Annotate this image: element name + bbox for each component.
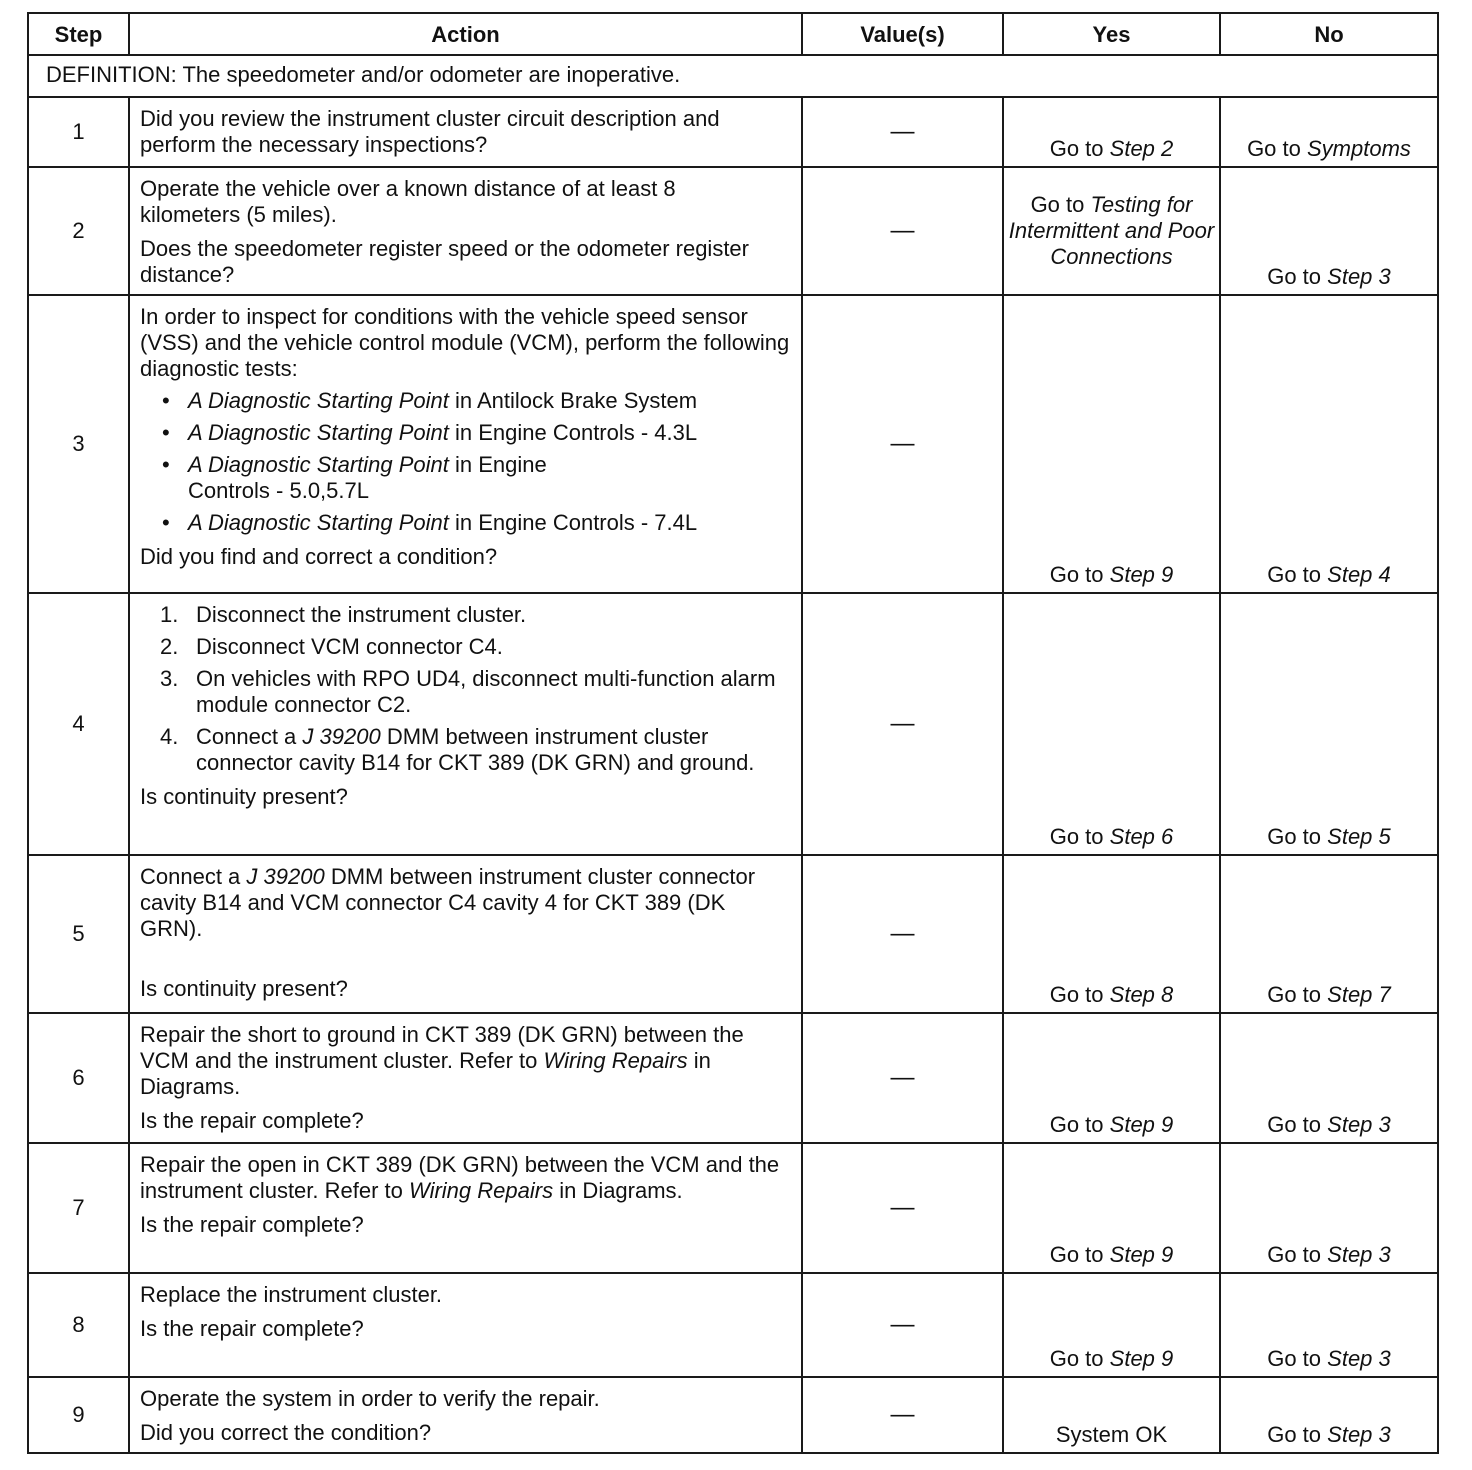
no-link[interactable]: Step 3 [1327, 1112, 1391, 1137]
step-number: 4 [28, 593, 129, 855]
action-question: Is the repair complete? [140, 1108, 364, 1133]
goto-label: Go to [1267, 264, 1322, 289]
yes-link[interactable]: Step 9 [1109, 1112, 1174, 1137]
goto-label: Go to [1267, 1346, 1322, 1371]
table-row [28, 97, 1438, 167]
list-item: • A Diagnostic Starting Point in Engine Controls - 7.4L [162, 510, 698, 535]
no-link[interactable]: Step 5 [1327, 824, 1391, 849]
action-cell [129, 167, 802, 295]
doc-reference[interactable]: A Diagnostic Starting Point [188, 388, 449, 413]
yes-cell [1003, 593, 1220, 855]
action-cell [129, 1013, 802, 1143]
list-item: • A Diagnostic Starting Point in Engine Controls - 4.3L [162, 420, 698, 445]
action-question: Did you review the instrument cluster circuit description and perform the necessary inspections? [140, 106, 720, 157]
yes-cell [1003, 295, 1220, 593]
no-cell [1220, 1143, 1438, 1273]
no-cell [1220, 97, 1438, 167]
goto-label: Go to [1267, 1242, 1322, 1267]
no-link[interactable]: Step 3 [1327, 264, 1391, 289]
action-question: Is the repair complete? [140, 1316, 364, 1341]
no-cell [1220, 1377, 1438, 1453]
definition-row [28, 55, 1438, 97]
doc-reference[interactable]: A Diagnostic Starting Point [188, 510, 449, 535]
value-cell: — [802, 1377, 1003, 1453]
goto-label: Go to [1049, 1242, 1104, 1267]
doc-reference[interactable]: A Diagnostic Starting Point [188, 420, 449, 445]
action-text: Repair the short to ground in CKT 389 (DK GRN) between the VCM and the instrument cluster. Refer to Wiring Repairs in Diagrams. [140, 1022, 744, 1099]
goto-label: Go to [1049, 136, 1104, 161]
yes-cell [1003, 167, 1220, 295]
table-row [28, 1013, 1438, 1143]
step-number: 3 [28, 295, 129, 593]
no-cell [1220, 1013, 1438, 1143]
yes-link[interactable]: Testing for Intermittent and Poor Connections [1008, 192, 1215, 269]
action-cell [129, 1273, 802, 1377]
table-row [28, 593, 1438, 855]
no-cell [1220, 855, 1438, 1013]
goto-label: Go to [1049, 1346, 1104, 1371]
yes-cell [1003, 1013, 1220, 1143]
list-item: 4. Connect a J 39200 DMM between instrument cluster connector cavity B14 for CKT 389 (DK GRN) and ground. [160, 724, 755, 775]
diagnostic-table [27, 12, 1439, 1454]
definition-text: DEFINITION: The speedometer and/or odometer are inoperative. [28, 55, 1438, 97]
yes-cell [1003, 97, 1220, 167]
action-question: Is continuity present? [140, 784, 348, 809]
value-cell: — [802, 97, 1003, 167]
yes-cell [1003, 1143, 1220, 1273]
no-link[interactable]: Symptoms [1307, 136, 1411, 161]
value-cell: — [802, 167, 1003, 295]
value-cell: — [802, 1013, 1003, 1143]
tool-reference: J 39200 [246, 864, 325, 889]
goto-label: Go to [1247, 136, 1301, 161]
value-cell: — [802, 1273, 1003, 1377]
goto-label: Go to [1267, 562, 1322, 587]
header-step: Step [28, 13, 129, 55]
step-number: 6 [28, 1013, 129, 1143]
step-number: 5 [28, 855, 129, 1013]
header-row [28, 13, 1438, 55]
action-cell [129, 593, 802, 855]
list-item: 3. On vehicles with RPO UD4, disconnect multi-function alarm module connector C2. [160, 666, 776, 717]
header-values: Value(s) [802, 13, 1003, 55]
value-cell: — [802, 593, 1003, 855]
table-row [28, 167, 1438, 295]
goto-label: Go to [1267, 824, 1322, 849]
yes-link[interactable]: Step 6 [1109, 824, 1174, 849]
action-question: Did you find and correct a condition? [140, 544, 498, 569]
list-item: 2. Disconnect VCM connector C4. [160, 634, 503, 659]
yes-link[interactable]: Step 9 [1109, 1346, 1174, 1371]
yes-cell [1003, 1377, 1220, 1453]
table-row [28, 855, 1438, 1013]
no-cell [1220, 593, 1438, 855]
table-row [28, 1377, 1438, 1453]
step-number: 9 [28, 1377, 129, 1453]
table-row [28, 1273, 1438, 1377]
yes-cell [1003, 1273, 1220, 1377]
action-text: Operate the system in order to verify the repair. [140, 1386, 600, 1411]
action-question: Does the speedometer register speed or the odometer register distance? [140, 236, 749, 287]
no-cell [1220, 167, 1438, 295]
action-cell [129, 295, 802, 593]
table-row [28, 1143, 1438, 1273]
goto-label: Go to [1267, 1422, 1322, 1447]
goto-label: Go to [1267, 982, 1322, 1007]
table-row [28, 295, 1438, 593]
action-cell [129, 1143, 802, 1273]
list-item: • A Diagnostic Starting Point in Engine Controls - 5.0,5.7L [162, 452, 547, 503]
goto-label: Go to [1049, 562, 1104, 587]
value-cell: — [802, 1143, 1003, 1273]
yes-cell [1003, 855, 1220, 1013]
action-question: Is continuity present? [140, 976, 348, 1001]
goto-label: Go to [1049, 824, 1104, 849]
goto-label: Go to [1030, 192, 1085, 217]
value-cell: — [802, 295, 1003, 593]
list-item: 1. Disconnect the instrument cluster. [160, 602, 527, 627]
action-text: Connect a J 39200 DMM between instrument cluster connector cavity B14 and VCM connector C4 cavity 4 for CKT 389 (DK GRN). [140, 864, 756, 941]
header-no: No [1220, 13, 1438, 55]
no-link[interactable]: Step 3 [1327, 1346, 1391, 1371]
action-text: Operate the vehicle over a known distance of at least 8 kilometers (5 miles). [140, 176, 676, 227]
no-link[interactable]: Step 7 [1327, 982, 1391, 1007]
goto-label: Go to [1267, 1112, 1322, 1137]
header-yes: Yes [1003, 13, 1220, 55]
yes-link[interactable]: Step 9 [1109, 562, 1174, 587]
no-link[interactable]: Step 4 [1327, 562, 1391, 587]
action-cell [129, 1377, 802, 1453]
action-text: Replace the instrument cluster. [140, 1282, 443, 1307]
yes-link[interactable]: Step 9 [1109, 1242, 1174, 1267]
action-cell [129, 855, 802, 1013]
action-question: Is the repair complete? [140, 1212, 364, 1237]
step-number: 7 [28, 1143, 129, 1273]
doc-reference[interactable]: Wiring Repairs [409, 1178, 554, 1203]
doc-reference[interactable]: A Diagnostic Starting Point [188, 452, 449, 477]
action-text: In order to inspect for conditions with the vehicle speed sensor (VSS) and the vehicle control module (VCM), perform the following diagnostic tests: [140, 304, 790, 381]
doc-reference[interactable]: Wiring Repairs [543, 1048, 688, 1073]
step-number: 2 [28, 167, 129, 295]
yes-link[interactable]: Step 8 [1109, 982, 1174, 1007]
header-action: Action [129, 13, 802, 55]
step-number: 8 [28, 1273, 129, 1377]
yes-link[interactable]: Step 2 [1109, 136, 1174, 161]
list-item: • A Diagnostic Starting Point in Antilock Brake System [162, 388, 698, 413]
action-text: Repair the open in CKT 389 (DK GRN) between the VCM and the instrument cluster. Refer to Wiring Repairs in Diagrams. [140, 1152, 780, 1203]
step-number: 1 [28, 97, 129, 167]
tool-reference: J 39200 [302, 724, 381, 749]
no-cell [1220, 1273, 1438, 1377]
no-cell [1220, 295, 1438, 593]
no-link[interactable]: Step 3 [1327, 1242, 1391, 1267]
action-cell [129, 97, 802, 167]
no-link[interactable]: Step 3 [1327, 1422, 1391, 1447]
action-question: Did you correct the condition? [140, 1420, 432, 1445]
goto-label: Go to [1049, 1112, 1104, 1137]
value-cell: — [802, 855, 1003, 1013]
yes-result: System OK [1055, 1422, 1168, 1447]
goto-label: Go to [1049, 982, 1104, 1007]
